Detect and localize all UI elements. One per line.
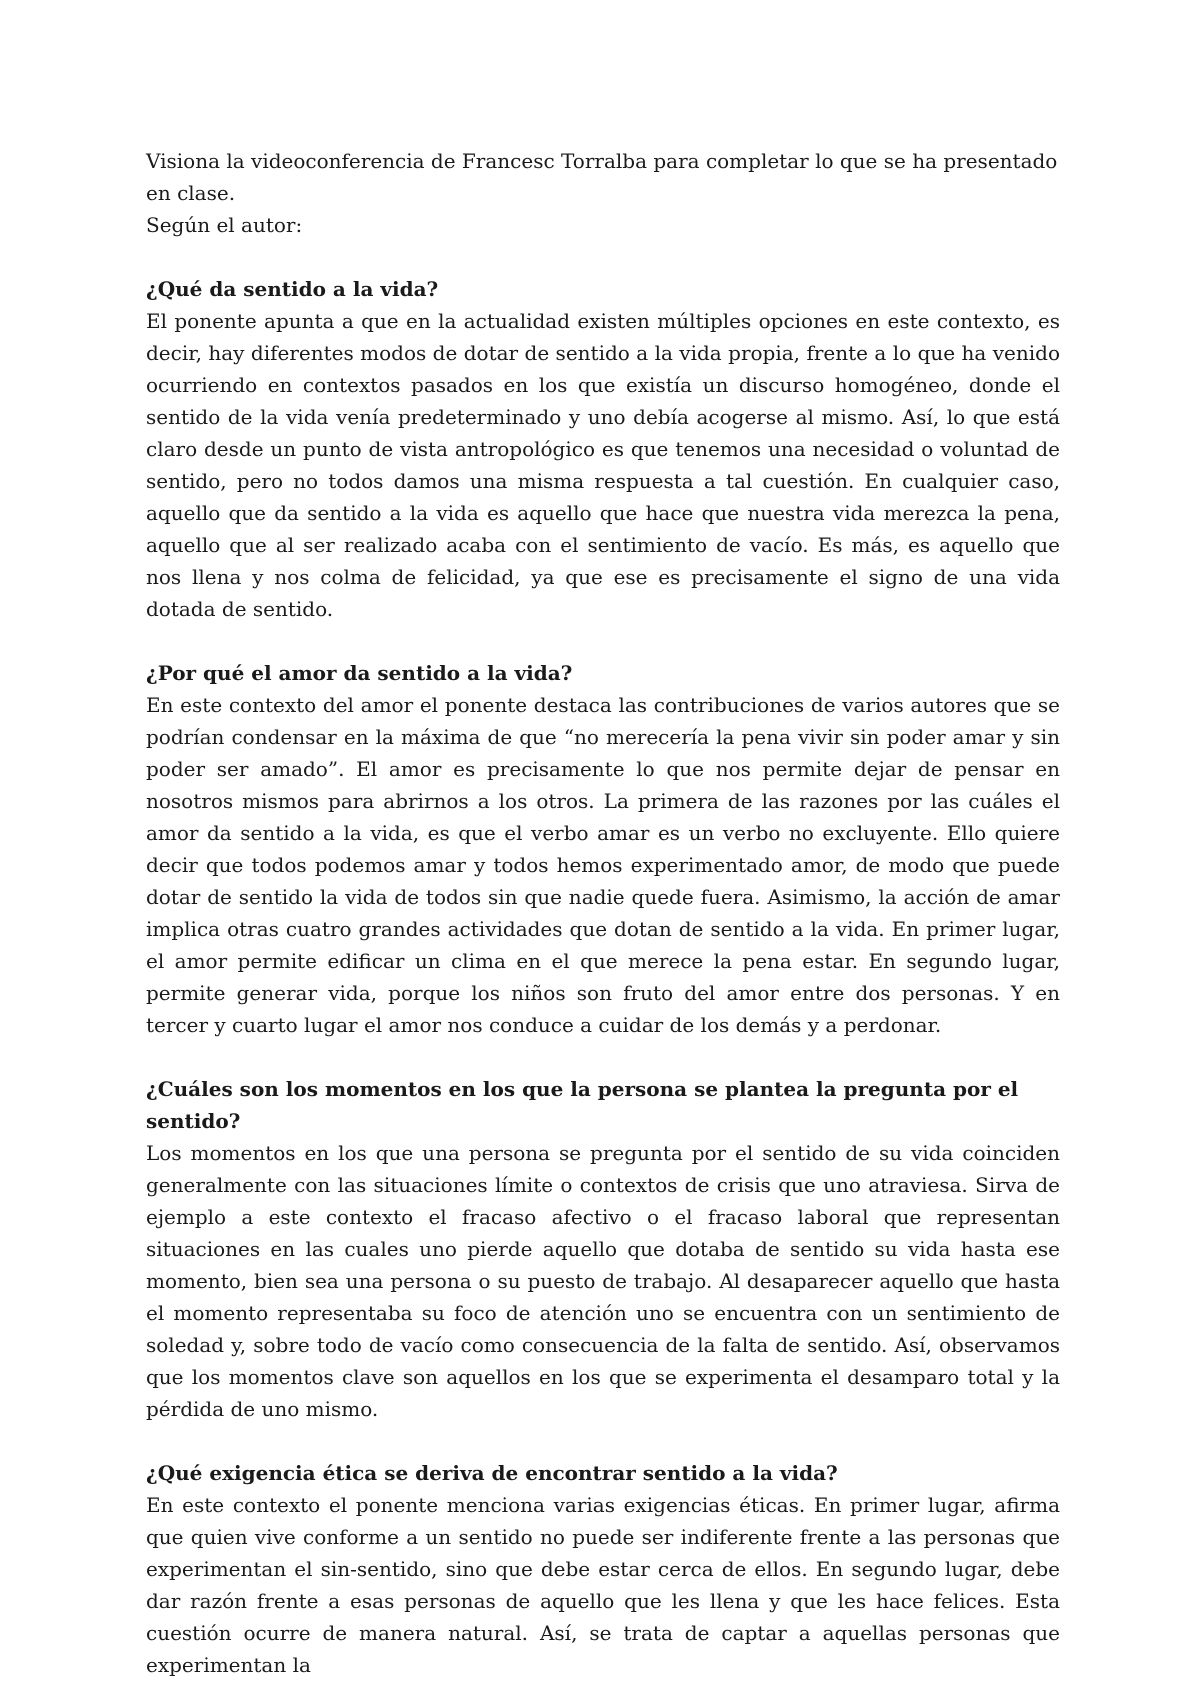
section-exigencia-etica <box>146 1457 1060 1681</box>
section-heading: ¿Qué exigencia ética se deriva de encontrar sentido a la vida? <box>146 1461 838 1485</box>
document-page <box>146 145 1060 1681</box>
section-amor-sentido <box>146 657 1060 1041</box>
section-momentos-pregunta <box>146 1073 1060 1425</box>
section-heading: ¿Por qué el amor da sentido a la vida? <box>146 661 573 685</box>
section-heading: ¿Qué da sentido a la vida? <box>146 277 439 301</box>
section-body: Los momentos en los que una persona se pregunta por el sentido de su vida coinciden generalmente con las situaciones límite o contextos de crisis que uno atraviesa. Sirva de ejemplo a este contexto el fracaso afectivo o el fracaso laboral que representan situaciones en las cuales uno pierde aquello que dotaba de sentido su vida hasta ese momento, bien sea una persona o su puesto de trabajo. Al desaparecer aquello que hasta el momento representaba su foco de atención uno se encuentra con un sentimiento de soledad y, sobre todo de vacío como consecuencia de la falta de sentido. Así, observamos que los momentos clave son aquellos en los que se experimenta el desamparo total y la pérdida de uno mismo. <box>146 1141 1060 1421</box>
intro-subline: Según el autor: <box>146 213 303 237</box>
spacer <box>146 1041 1060 1073</box>
section-body: En este contexto del amor el ponente destaca las contribuciones de varios autores que se podrían condensar en la máxima de que “no merecería la pena vivir sin poder amar y sin poder ser amado”. El amor es precisamente lo que nos permite dejar de pensar en nosotros mismos para abrirnos a los otros. La primera de las razones por las cuáles el amor da sentido a la vida, es que el verbo amar es un verbo no excluyente. Ello quiere decir que todos podemos amar y todos hemos experimentado amor, de modo que puede dotar de sentido la vida de todos sin que nadie quede fuera. Asimismo, la acción de amar implica otras cuatro grandes actividades que dotan de sentido a la vida. En primer lugar, el amor permite edificar un clima en el que merece la pena estar. En segundo lugar, permite generar vida, porque los niños son fruto del amor entre dos personas. Y en tercer y cuarto lugar el amor nos conduce a cuidar de los demás y a perdonar. <box>146 693 1060 1037</box>
section-sentido-vida <box>146 273 1060 625</box>
intro-paragraph: Visiona la videoconferencia de Francesc Torralba para completar lo que se ha presentado en clase. <box>146 149 1058 205</box>
section-body: En este contexto el ponente menciona varias exigencias éticas. En primer lugar, afirma que quien vive conforme a un sentido no puede ser indiferente frente a las personas que experimentan el sin-sentido, sino que debe estar cerca de ellos. En segundo lugar, debe dar razón frente a esas personas de aquello que les llena y que les hace felices. Esta cuestión ocurre de manera natural. Así, se trata de captar a aquellas personas que experimentan la <box>146 1493 1060 1677</box>
section-body: El ponente apunta a que en la actualidad existen múltiples opciones en este contexto, es decir, hay diferentes modos de dotar de sentido a la vida propia, frente a lo que ha venido ocurriendo en contextos pasados en los que existía un discurso homogéneo, donde el sentido de la vida venía predeterminado y uno debía acogerse al mismo. Así, lo que está claro desde un punto de vista antropológico es que tenemos una necesidad o voluntad de sentido, pero no todos damos una misma respuesta a tal cuestión. En cualquier caso, aquello que da sentido a la vida es aquello que hace que nuestra vida merezca la pena, aquello que al ser realizado acaba con el sentimiento de vacío. Es más, es aquello que nos llena y nos colma de felicidad, ya que ese es precisamente el signo de una vida dotada de sentido. <box>146 309 1060 621</box>
spacer <box>146 1425 1060 1457</box>
section-heading: ¿Cuáles son los momentos en los que la persona se plantea la pregunta por el sentido? <box>146 1077 1019 1133</box>
spacer <box>146 241 1060 273</box>
spacer <box>146 625 1060 657</box>
